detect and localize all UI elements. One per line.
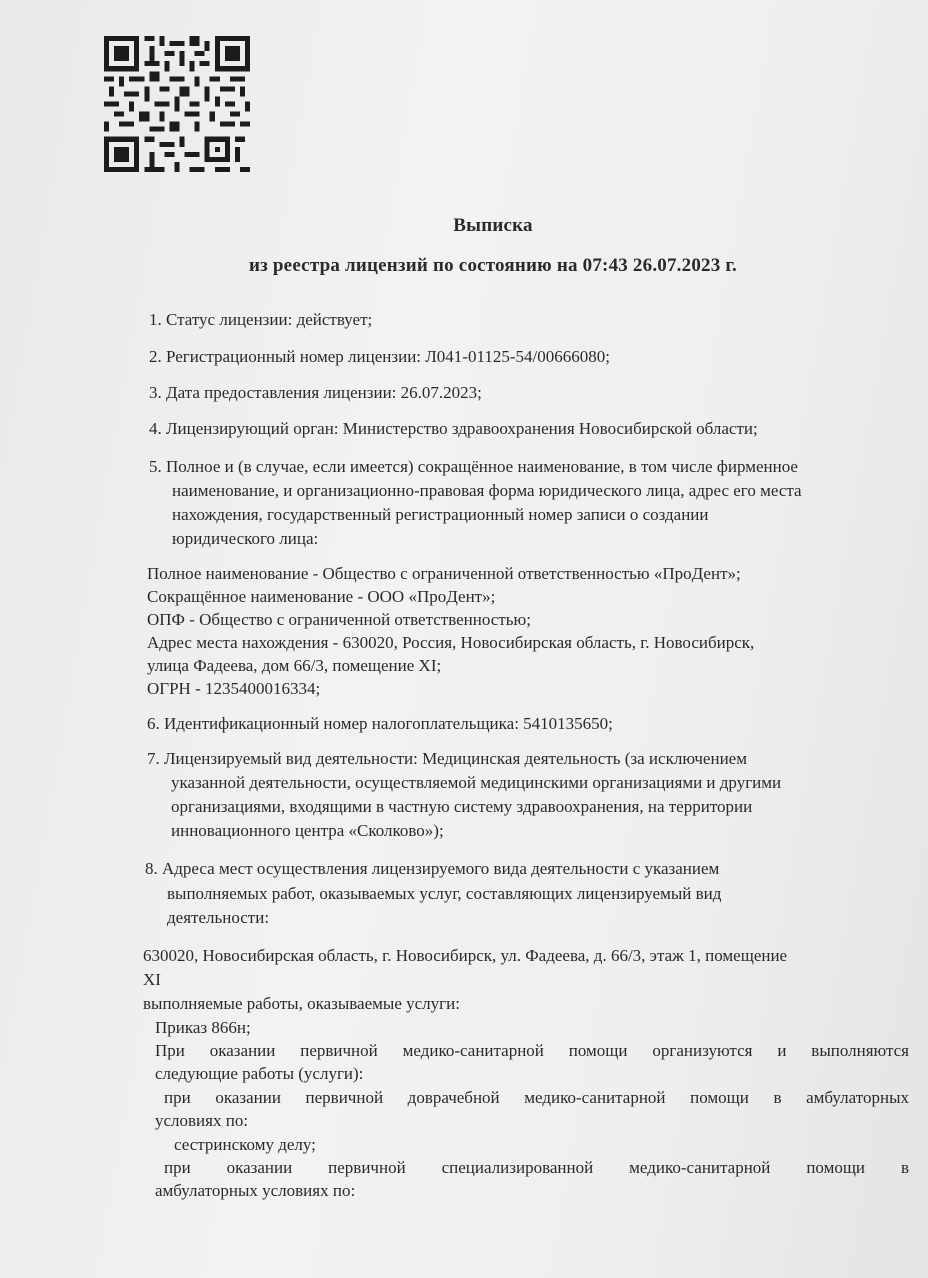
primary-care-line-2: следующие работы (услуги): (155, 1064, 364, 1083)
order-866n: Приказ 866н; (155, 1018, 251, 1037)
qr-code-icon (104, 36, 250, 172)
document-title: Выписка (453, 215, 533, 236)
org-address-line-2: улица Фадеева, дом 66/3, помещение XI; (147, 656, 442, 675)
item-5-line-1: 5. Полное и (в случае, если имеется) сокращённое наименование, в том числе фирменное (149, 457, 798, 476)
nursing-service: сестринскому делу; (174, 1135, 316, 1154)
item-license-status: 1. Статус лицензии: действует; (149, 310, 373, 329)
item-7-line-4: инновационного центра «Сколково»); (171, 821, 444, 840)
item-licensing-authority: 4. Лицензирующий орган: Министерство здравоохранения Новосибирской области; (149, 419, 758, 438)
activity-address-line-1: 630020, Новосибирская область, г. Новосибирск, ул. Фадеева, д. 66/3, этаж 1, помещение (143, 946, 788, 965)
primary-care-line-1: При оказании первичной медико-санитарной помощи организуются и выполняются (155, 1041, 909, 1060)
org-full-name: Полное наименование - Общество с ограниченной ответственностью «ПроДент»; (147, 564, 741, 583)
item-8-line-1: 8. Адреса мест осуществления лицензируемого вида деятельности с указанием (145, 859, 720, 878)
document-subtitle: из реестра лицензий по состоянию на 07:43 26.07.2023 г. (248, 255, 737, 276)
org-legal-form: ОПФ - Общество с ограниченной ответственностью; (147, 610, 531, 629)
specialized-care-line-1: при оказании первичной специализированной медико-санитарной помощи в (164, 1158, 909, 1177)
item-5-line-3: нахождения, государственный регистрационный номер записи о создании (172, 505, 709, 524)
org-short-name: Сокращённое наименование - ООО «ПроДент»; (147, 587, 496, 606)
prehospital-care-line-2: условиях по: (155, 1111, 249, 1130)
item-registration-number: 2. Регистрационный номер лицензии: Л041-01125-54/00666080; (149, 347, 610, 366)
item-7-line-3: организациями, входящими в частную систему здравоохранения, на территории (171, 797, 753, 816)
activity-address-line-2: XI (143, 970, 161, 989)
org-address-line-1: Адрес места нахождения - 630020, Россия, Новосибирская область, г. Новосибирск, (147, 633, 755, 652)
item-5-line-2: наименование, и организационно-правовая форма юридического лица, адрес его места (172, 481, 802, 500)
specialized-care-line-2: амбулаторных условиях по: (155, 1181, 356, 1200)
item-8-line-2: выполняемых работ, оказываемых услуг, составляющих лицензируемый вид (167, 884, 722, 903)
item-7-line-2: указанной деятельности, осуществляемой медицинскими организациями и другими (171, 773, 782, 792)
works-label: выполняемые работы, оказываемые услуги: (143, 994, 460, 1013)
org-ogrn: ОГРН - 1235400016334; (147, 679, 321, 698)
item-issue-date: 3. Дата предоставления лицензии: 26.07.2023; (149, 383, 482, 402)
prehospital-care-line-1: при оказании первичной доврачебной медико-санитарной помощи в амбулаторных (164, 1088, 909, 1107)
item-8-line-3: деятельности: (167, 908, 270, 927)
item-5-line-4: юридического лица: (172, 529, 319, 548)
item-7-line-1: 7. Лицензируемый вид деятельности: Медицинская деятельность (за исключением (147, 749, 747, 768)
item-inn: 6. Идентификационный номер налогоплательщика: 5410135650; (147, 714, 613, 733)
